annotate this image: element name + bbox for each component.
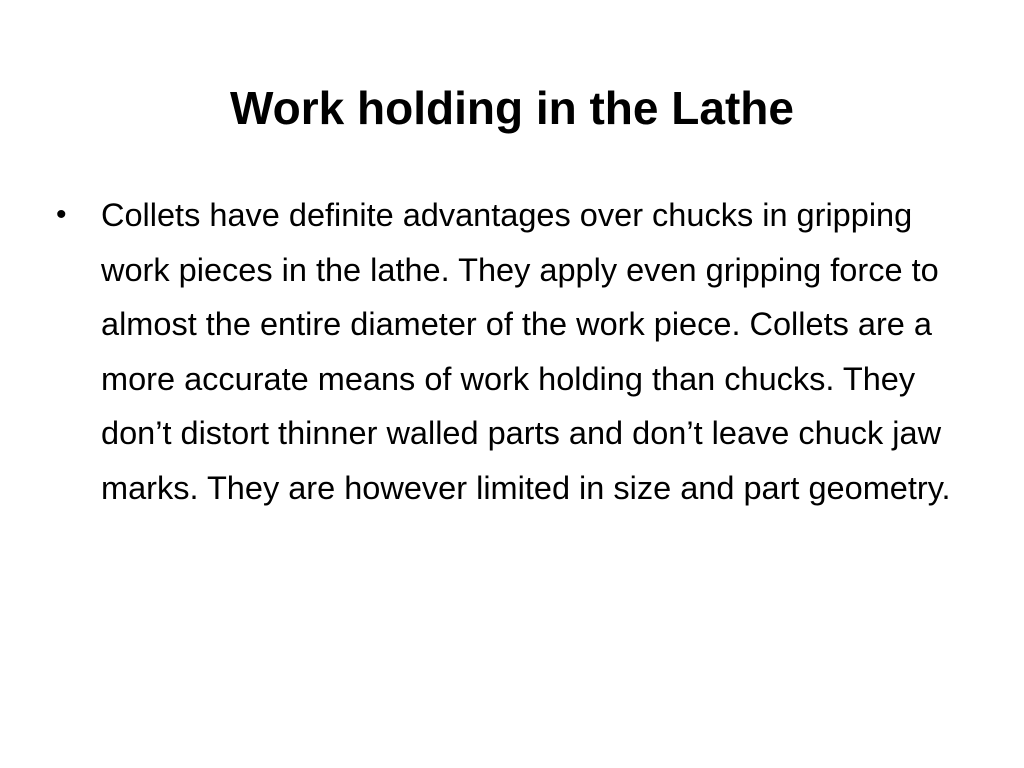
bullet-text: Collets have definite advantages over chucks in gripping work pieces in the lathe. They apply even gripping force to almost the entire diameter of the work piece. Collets are a more accurate means of work holding than chucks. They don’t distort thinner walled parts and don’t leave chuck jaw marks. They are however limited in size and part geometry. bbox=[101, 197, 951, 506]
bullet-list bbox=[56, 188, 966, 515]
bullet-item bbox=[56, 188, 966, 515]
slide-title: Work holding in the Lathe bbox=[230, 82, 794, 134]
bullet-marker: • bbox=[56, 198, 67, 231]
